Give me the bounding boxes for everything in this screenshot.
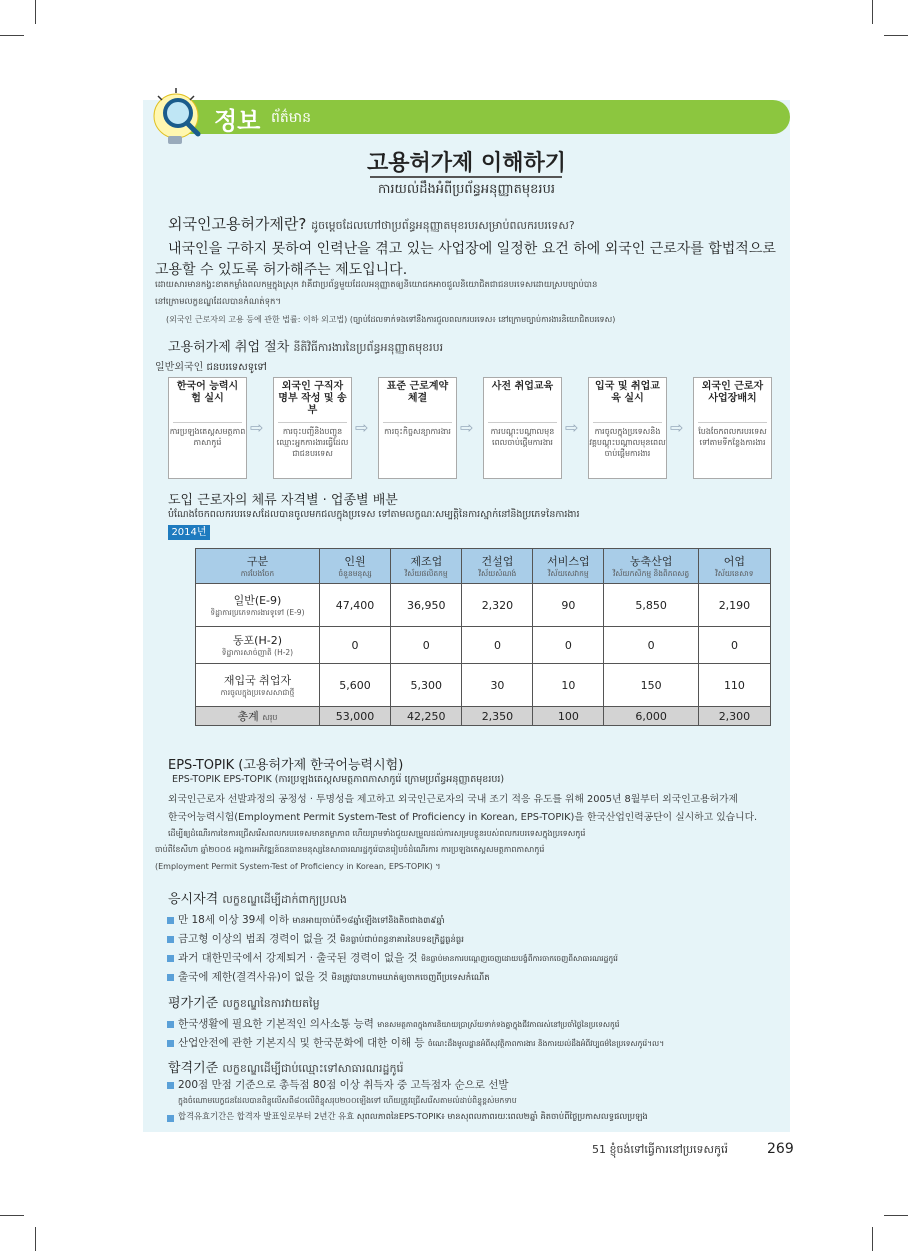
table-cell: 100 <box>533 707 604 726</box>
step-label-ko: 표준 근로계약 체결 <box>383 378 452 423</box>
section7-heading-ko: 합격기준 <box>168 1061 219 1076</box>
step-label-kh: ការចូលក្នុងប្រទេសនិងវគ្គបណ្តុះបណ្តាលមុនពេលចាប់ផ្តើមការងារ <box>589 427 666 458</box>
list-item-ko: 한국생활에 필요한 기본적인 의사소통 능력 <box>178 1018 374 1030</box>
header-ko: 농축산업 <box>629 555 673 568</box>
bullet-icon <box>167 1082 174 1089</box>
section2-heading <box>168 336 443 357</box>
section4-para-ko-2: 한국어능력시험(Employment Permit System-Test of Proficiency in Korean, EPS-TOPIK)을 한국산업인력공단이 실시하고 있습니다. <box>168 812 758 823</box>
step-label-kh: ការប្រឡងតេស្តសមត្ថភាពភាសាកូរ៉េ <box>169 427 246 447</box>
section1-para-kh-2: នៅក្រោមលក្ខខណ្ឌដែលបានកំណត់ទុក។ <box>155 297 282 307</box>
row-label-ko: 일반(E-9) <box>233 594 282 607</box>
section5-heading <box>168 888 347 909</box>
list-item-ko: 산업안전에 관한 기본지식 및 한국문화에 대한 이해 등 <box>178 1037 425 1049</box>
distribution-table <box>195 548 771 726</box>
list-item <box>178 1035 664 1050</box>
list-item-ko: 만 18세 이상 39세 이하 <box>178 914 290 926</box>
section1-para-kh-1: ដោយសារមានកង្វះខាតកម្លាំងពលកម្មក្នុងស្រុក វាគឺជាប្រព័ន្ធមួយដែលអនុញ្ញាតឲ្យនិយោជកអាចជួលនិយោជិតជាជនបរទេសដោយស្របច្បាប់បាន <box>155 280 598 290</box>
list-item <box>178 969 490 985</box>
section-header-title: 정보 <box>214 107 261 135</box>
section1-para-ko-2: 고용할 수 있도록 허가해주는 제도입니다. <box>155 262 408 278</box>
bullet-icon <box>167 917 174 924</box>
table-cell: 30 <box>462 664 533 707</box>
section1-law-note: (외국인 근로자의 고용 등에 관한 법률: 이하 외고법) (ច្បាប់ដែលទាក់ទងទៅនឹងការជួលពលករបរទេស៖ នៅក្រោមច្បាប់ការងារនិយោជិតបរទេស) <box>166 315 616 324</box>
step-label-kh: បែងចែកពលករបរទេសទៅតាមទីកន្លែងការងារ <box>698 427 767 447</box>
table-cell: 0 <box>604 627 699 664</box>
table-row <box>196 664 771 707</box>
title-underline <box>370 176 562 178</box>
table-header-cell <box>462 549 533 584</box>
table-cell: 5,850 <box>604 584 699 627</box>
table-header-cell <box>698 549 770 584</box>
step-box <box>378 377 457 479</box>
list-item-kh: មានអាយុចាប់ពី១៨ឆ្នាំឡើងទៅនិងតិចជាង៣៩ឆ្នាំ <box>292 916 445 926</box>
header-ko: 구분 <box>246 555 269 568</box>
section4-heading: EPS-TOPIK (고용허가제 한국어능력시험) <box>168 758 404 773</box>
header-kh: វិស័យនេសាទ <box>715 569 754 578</box>
list-item: 200점 만점 기준으로 총득점 80점 이상 취득자 중 고득점자 순으로 선발 <box>178 1079 509 1091</box>
section4-para-kh-1: ដើម្បីឲ្យដំណើរការនៃការជ្រើសរើសពលករបរទេសមានតម្លាភាព ហើយព្រមទាំងជួយសម្រួលដល់ការសម្របខ្លួនរបស់ពលករបរទេសក្នុងប្រទេសកូរ៉េ <box>168 829 586 838</box>
total-label-kh: សរុប <box>262 713 278 722</box>
section5-heading-kh: លក្ខខណ្ឌដើម្បីដាក់ពាក្យប្រលង <box>222 893 347 906</box>
arrow-right-icon: ⇨ <box>565 418 579 437</box>
table-cell: 2,300 <box>698 707 770 726</box>
table-cell: 0 <box>462 627 533 664</box>
step-label-kh: ការចុះកិច្ចសន្យាការងារ <box>384 427 451 436</box>
crop-mark <box>884 1215 908 1216</box>
list-item <box>178 1016 620 1031</box>
list-item-ko: 출국에 제한(결격사유)이 없을 것 <box>178 971 329 983</box>
step-label-kh: ការបណ្តុះបណ្តាលមុនពេលចាប់ផ្តើមការងារ <box>490 427 555 447</box>
bullet-icon <box>167 955 174 962</box>
table-cell: 6,000 <box>604 707 699 726</box>
step-label-ko: 입국 및 취업교육 실시 <box>593 378 662 423</box>
bullet-icon <box>167 974 174 981</box>
table-cell: 0 <box>533 627 604 664</box>
page-subtitle: ការយល់ដឹងអំពីប្រព័ន្ធអនុញ្ញាតមុខរបរ <box>378 182 555 197</box>
bullet-icon <box>167 1040 174 1047</box>
header-ko: 서비스업 <box>547 555 590 568</box>
table-cell: 10 <box>533 664 604 707</box>
list-item-kh: មិនត្រូវបានហាមឃាត់ឲ្យចាកចេញពីប្រទេសកំណើត <box>331 973 490 983</box>
list-item-kh: មិនធ្លាប់មានការបណ្ដេញចេញដោយបង្ខំពីការចាកចេញពីសាធារណរដ្ឋកូរ៉េ <box>421 954 618 963</box>
table-cell: 0 <box>319 627 390 664</box>
row-label <box>196 584 320 627</box>
section6-heading <box>168 992 320 1013</box>
header-kh: វិស័យផលិតកម្ម <box>404 569 448 578</box>
row-label-kh: ទិដ្ឋាការប្រភេទការងារទូទៅ (E-9) <box>210 608 305 617</box>
list-item-kh: ក្នុងចំណោមបេក្ខជនដែលបានពិន្ទុលើសពី៨០លើពិន្ទុសរុប២០០ឡើងទៅ ហើយត្រូវជ្រើសរើសតាមលំដាប់ពិន្ទុខ្ពស់មកទាប <box>178 1096 517 1105</box>
step-label-kh: ការចុះបញ្ជីនិងបញ្ជូនឈ្មោះអ្នកការងារធ្វើដែលជាជនបរទេស <box>276 427 349 458</box>
table-cell: 0 <box>698 627 770 664</box>
section1-para-ko-1: 내국인을 구하지 못하여 인력난을 겪고 있는 사업장에 일정한 요건 하에 외국인 근로자를 합법적으로 <box>168 241 776 257</box>
arrow-right-icon: ⇨ <box>670 418 684 437</box>
arrow-right-icon: ⇨ <box>460 418 474 437</box>
table-header-cell <box>604 549 699 584</box>
crop-mark <box>0 35 24 36</box>
header-ko: 어업 <box>723 555 746 568</box>
section1-heading <box>168 213 575 235</box>
step-box <box>168 377 247 479</box>
section7-heading-kh: លក្ខខណ្ឌដើម្បីជាប់ឈ្មោះទៅសាធារណរដ្ឋកូរ៉េ <box>222 1062 404 1075</box>
section2-heading-kh: នីតិវិធីការងារនៃប្រព័ន្ធអនុញ្ញាតមុខរបរ <box>293 341 444 354</box>
step-box <box>693 377 772 479</box>
table-cell: 90 <box>533 584 604 627</box>
magnifier-lightbulb-icon <box>150 86 212 146</box>
list-item <box>178 912 445 928</box>
row-label-ko: 재입국 취업자 <box>223 674 292 687</box>
row-label <box>196 707 320 726</box>
crop-mark <box>35 1227 36 1251</box>
table-header-cell <box>533 549 604 584</box>
step-label-ko: 외국인 구직자 명부 작성 및 송부 <box>278 378 347 423</box>
list-item-kh: មិនធ្លាប់ជាប់ពន្ធនាគារនៃបទឧក្រិដ្ឋធ្ងន់ធ្ងរ <box>340 935 464 945</box>
section4-para-kh-3: (Employment Permit System-Test of Proficiency in Korean, EPS-TOPIK) ។ <box>155 862 441 871</box>
table-header-cell <box>196 549 320 584</box>
crop-mark <box>884 35 908 36</box>
table-cell: 5,300 <box>391 664 462 707</box>
section5-heading-ko: 응시자격 <box>168 892 219 907</box>
year-tag: 2014년 <box>168 525 210 540</box>
table-row <box>196 584 771 627</box>
header-kh: ចំនួនមនុស្ស <box>338 569 372 578</box>
list-item-kh: ចំណេះដឹងមូលដ្ឋានអំពីសុវត្ថិភាពការងារ និងការយល់ដឹងអំពីវប្បធម៌នៃប្រទេសកូរ៉េ។ល។ <box>427 1039 665 1048</box>
arrow-right-icon: ⇨ <box>355 418 369 437</box>
table-cell: 47,400 <box>319 584 390 627</box>
header-ko: 건설업 <box>481 555 514 568</box>
header-ko: 제조업 <box>410 555 443 568</box>
section2-heading-ko: 고용허가제 취업 절차 <box>168 340 290 355</box>
list-item-ko: 금고형 이상의 범죄 경력이 없을 것 <box>178 933 337 945</box>
table-cell: 2,320 <box>462 584 533 627</box>
section-header-subtitle: ព័ត៌មាន <box>271 110 311 126</box>
section3-heading-kh: បំណែងចែកពលករបរទេសដែលបានចូលមកជលក្នុងប្រទេស ទៅតាមលក្ខណៈសម្បត្តិនៃការស្នាក់នៅនិងប្រភេទនៃការងារ <box>168 509 580 520</box>
crop-mark <box>872 0 873 24</box>
bullet-icon <box>167 1115 174 1122</box>
step-box <box>483 377 562 479</box>
step-label-ko: 사전 취업교육 <box>488 378 557 423</box>
header-kh: វិស័យសំណង់ <box>478 569 517 578</box>
row-label-ko: 동포(H-2) <box>232 634 282 647</box>
page-title: 고용허가제 이해하기 <box>367 151 566 176</box>
table-cell: 110 <box>698 664 770 707</box>
section6-heading-kh: លក្ខខណ្ឌនៃការវាយតម្លៃ <box>222 997 320 1010</box>
crop-mark <box>0 1215 24 1216</box>
section2-sublabel: 일반외국인 ជនបរទេសទូទៅ <box>155 362 267 373</box>
table-cell: 2,350 <box>462 707 533 726</box>
row-label <box>196 664 320 707</box>
bullet-icon <box>167 936 174 943</box>
table-cell: 5,600 <box>319 664 390 707</box>
step-box <box>273 377 352 479</box>
section3-heading: 도입 근로자의 체류 자격별 · 업종별 배분 <box>168 493 398 508</box>
table-header-cell <box>391 549 462 584</box>
section4-subheading: EPS-TOPIK EPS-TOPIK (ការប្រឡងតេស្តសមត្ថភាពភាសាកូរ៉េ ក្រោមប្រព័ន្ធអនុញ្ញាតមុខរបរ) <box>172 774 505 785</box>
section1-heading-kh: ដូចម្ដេចដែលហៅថាប្រព័ន្ធអនុញ្ញាតមុខរបរសម្រាប់ពលករបរទេស? <box>311 219 575 232</box>
list-item <box>178 950 618 965</box>
list-item: 합격유효기간은 합격자 발표일로부터 2년간 유효 សុពលភាពនៃEPS-TOPIK៖ មានសុពលភាពរយៈពេល២ឆ្នាំ គិតចាប់ពីថ្ងៃប្រកាសលទ្ធផលប្រឡង <box>178 1111 648 1121</box>
section1-heading-ko: 외국인고용허가제란? <box>168 215 307 233</box>
header-ko: 인원 <box>344 555 366 568</box>
table-header-cell <box>319 549 390 584</box>
header-kh: វិស័យសេវាកម្ម <box>548 569 589 578</box>
table-cell: 36,950 <box>391 584 462 627</box>
table-total-row <box>196 707 771 726</box>
section7-heading <box>168 1057 403 1078</box>
header-kh: វិស័យកសិកម្ម និងពិភពសត្វ <box>613 569 690 578</box>
table-cell: 42,250 <box>391 707 462 726</box>
bullet-icon <box>167 1021 174 1028</box>
list-item-ko: 과거 대한민국에서 강제퇴거 · 출국된 경력이 없을 것 <box>178 952 418 964</box>
list-item <box>178 931 464 947</box>
arrow-right-icon: ⇨ <box>250 418 264 437</box>
table-cell: 150 <box>604 664 699 707</box>
table-row <box>196 627 771 664</box>
row-label-kh: ការចូលក្នុងប្រទេសសាជាថ្មី <box>220 688 295 697</box>
table-cell: 53,000 <box>319 707 390 726</box>
section6-heading-ko: 평가기준 <box>168 996 219 1011</box>
section4-para-ko-1: 외국인근로자 선발과정의 공정성 · 투명성을 제고하고 외국인근로자의 국내 조기 적응 유도를 위해 2005년 8월부터 외국인고용허가제 <box>168 794 738 805</box>
crop-mark <box>872 1227 873 1251</box>
total-label-ko: 총계 <box>237 710 259 723</box>
step-label-ko: 한국어 능력시험 실시 <box>173 378 242 423</box>
step-box <box>588 377 667 479</box>
row-label <box>196 627 320 664</box>
section4-para-kh-2: ចាប់ពីខែសីហា ឆ្នាំ២០០៥ អង្គការអភិវឌ្ឍន៍ធនធានមនុស្សនៃសាធារណរដ្ឋកូរ៉េបានរៀបចំដំណើរការ ការប្រឡងតេស្តសមត្ថភាពភាសាកូរ៉េ <box>155 845 545 854</box>
page-number: 269 <box>767 1141 794 1157</box>
crop-mark <box>35 0 36 24</box>
step-label-ko: 외국인 근로자 사업장배치 <box>698 378 767 423</box>
table-cell: 0 <box>391 627 462 664</box>
footer-chapter: 51 ខ្ញុំចង់ទៅធ្វើការនៅប្រទេសកូរ៉េ <box>592 1143 728 1156</box>
row-label-kh: ទិដ្ឋាការសាច់ញាតិ (H-2) <box>221 648 294 657</box>
table-cell: 2,190 <box>698 584 770 627</box>
list-item-kh: មានសមត្ថភាពក្នុងការនិយាយប្រាស្រ័យទាក់ទងគ្នាក្នុងជីវភាពរស់នៅប្រចាំថ្ងៃនៃប្រទេសកូរ៉េ <box>377 1020 620 1029</box>
table-header-row <box>196 549 771 584</box>
header-kh: ការបែងចែក <box>240 569 275 578</box>
